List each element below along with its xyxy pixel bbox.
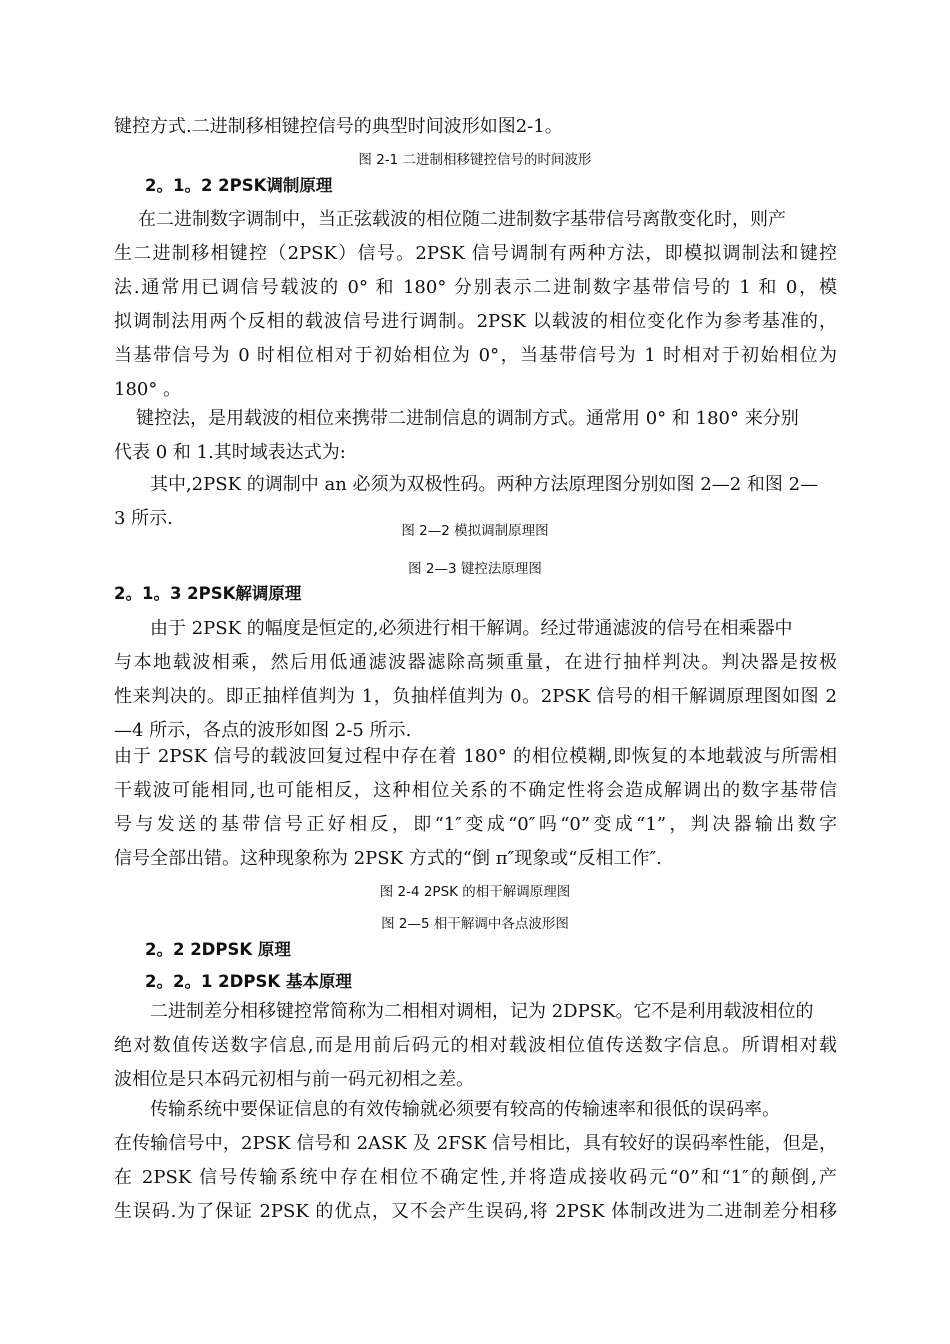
text-line: 由于 2PSK 信号的载波回复过程中存在着 180° 的相位模糊,即恢复的本地载波与所需相 (114, 746, 837, 767)
section-heading-2-2-1: 2。2。1 2DPSK 基本原理 (145, 972, 352, 991)
text-line: 180° 。 (114, 379, 182, 400)
text-line: 在 2PSK 信号传输系统中存在相位不确定性,并将造成接收码元“0”和“1″的颠倒,产 (114, 1167, 837, 1188)
text-line: 键控方式.二进制移相键控信号的典型时间波形如图2-1。 (114, 116, 563, 137)
text-line: 信号全部出错。这种现象称为 2PSK 方式的“倒 π″现象或“反相工作″. (114, 848, 662, 869)
text-line: 号与发送的基带信号正好相反，即“1″变成“0″吗“0”变成“1”，判决器输出数字 (114, 814, 837, 835)
section-heading-2-2: 2。2 2DPSK 原理 (145, 940, 291, 959)
figure-caption-2-4: 图 2-4 2PSK 的相干解调原理图 (379, 884, 571, 900)
paragraph-modulation (114, 203, 837, 407)
figure-caption-2-2: 图 2—2 模拟调制原理图 (401, 523, 549, 539)
text-line: 绝对数值传送数字信息,而是用前后码元的相对载波相位值传送数字信息。所谓相对载 (114, 1035, 837, 1056)
text-line: 波相位是只本码元初相与前一码元初相之差。 (114, 1069, 474, 1090)
text-line: 在二进制数字调制中，当正弦载波的相位随二进制数字基带信号离散变化时，则产 (138, 209, 786, 230)
text-line: 当基带信号为 0 时相位相对于初始相位为 0°，当基带信号为 1 时相对于初始相位为 (114, 345, 837, 366)
text-line: 传输系统中要保证信息的有效传输就必须要有较高的传输速率和很低的误码率。 (150, 1099, 780, 1120)
text-line: 其中,2PSK 的调制中 an 必须为双极性码。两种方法原理图分别如图 2—2 和图 2— (150, 474, 819, 495)
text-line: 与本地载波相乘，然后用低通滤波器滤除高频重量，在进行抽样判决。判决器是按极 (114, 652, 837, 673)
text-line: 法.通常用已调信号载波的 0° 和 180° 分别表示二进制数字基带信号的 1 和 0，模 (114, 277, 837, 298)
section-heading-2-1-2: 2。1。2 2PSK调制原理 (145, 176, 333, 195)
text-line: 拟调制法用两个反相的载波信号进行调制。2PSK 以载波的相位变化作为参考基准的， (114, 311, 837, 332)
section-heading-2-1-3: 2。1。3 2PSK解调原理 (114, 584, 302, 603)
text-line: 生二进制移相键控（2PSK）信号。2PSK 信号调制有两种方法，即模拟调制法和键控 (114, 243, 837, 264)
paragraph-phase-ambiguity (114, 740, 837, 876)
paragraph-keying (114, 402, 837, 470)
paragraph-intro-tail (114, 110, 563, 144)
text-line: 在传输信号中，2PSK 信号和 2ASK 及 2FSK 信号相比，具有较好的误码率性能，但是， (114, 1133, 837, 1154)
paragraph-demodulation (114, 612, 837, 748)
text-line: 性来判决的。即正抽样值判为 1，负抽样值判为 0。2PSK 信号的相干解调原理图如图 2 (114, 686, 837, 707)
text-line: 由于 2PSK 的幅度是恒定的,必须进行相干解调。经过带通滤波的信号在相乘器中 (150, 618, 793, 639)
text-line: 3 所示. (114, 508, 173, 529)
figure-caption-2-3: 图 2—3 键控法原理图 (408, 561, 542, 577)
text-line: —4 所示，各点的波形如图 2-5 所示. (114, 720, 412, 741)
text-line: 生误码.为了保证 2PSK 的优点，又不会产生误码,将 2PSK 体制改进为二进制差分相移 (114, 1201, 837, 1222)
text-line: 键控法，是用载波的相位来携带二进制信息的调制方式。通常用 0° 和 180° 来分别 (136, 408, 799, 429)
figure-caption-2-1: 图 2-1 二进制相移键控信号的时间波形 (358, 152, 592, 168)
paragraph-2dpsk (114, 995, 837, 1097)
figure-caption-2-5: 图 2—5 相干解调中各点波形图 (381, 916, 569, 932)
text-line: 二进制差分相移键控常简称为二相相对调相，记为 2DPSK。它不是利用载波相位的 (150, 1001, 814, 1022)
paragraph-transmission (114, 1093, 837, 1229)
text-line: 干载波可能相同,也可能相反，这种相位关系的不确定性将会造成解调出的数字基带信 (114, 780, 837, 801)
text-line: 代表 0 和 1.其时域表达式为: (114, 442, 346, 463)
